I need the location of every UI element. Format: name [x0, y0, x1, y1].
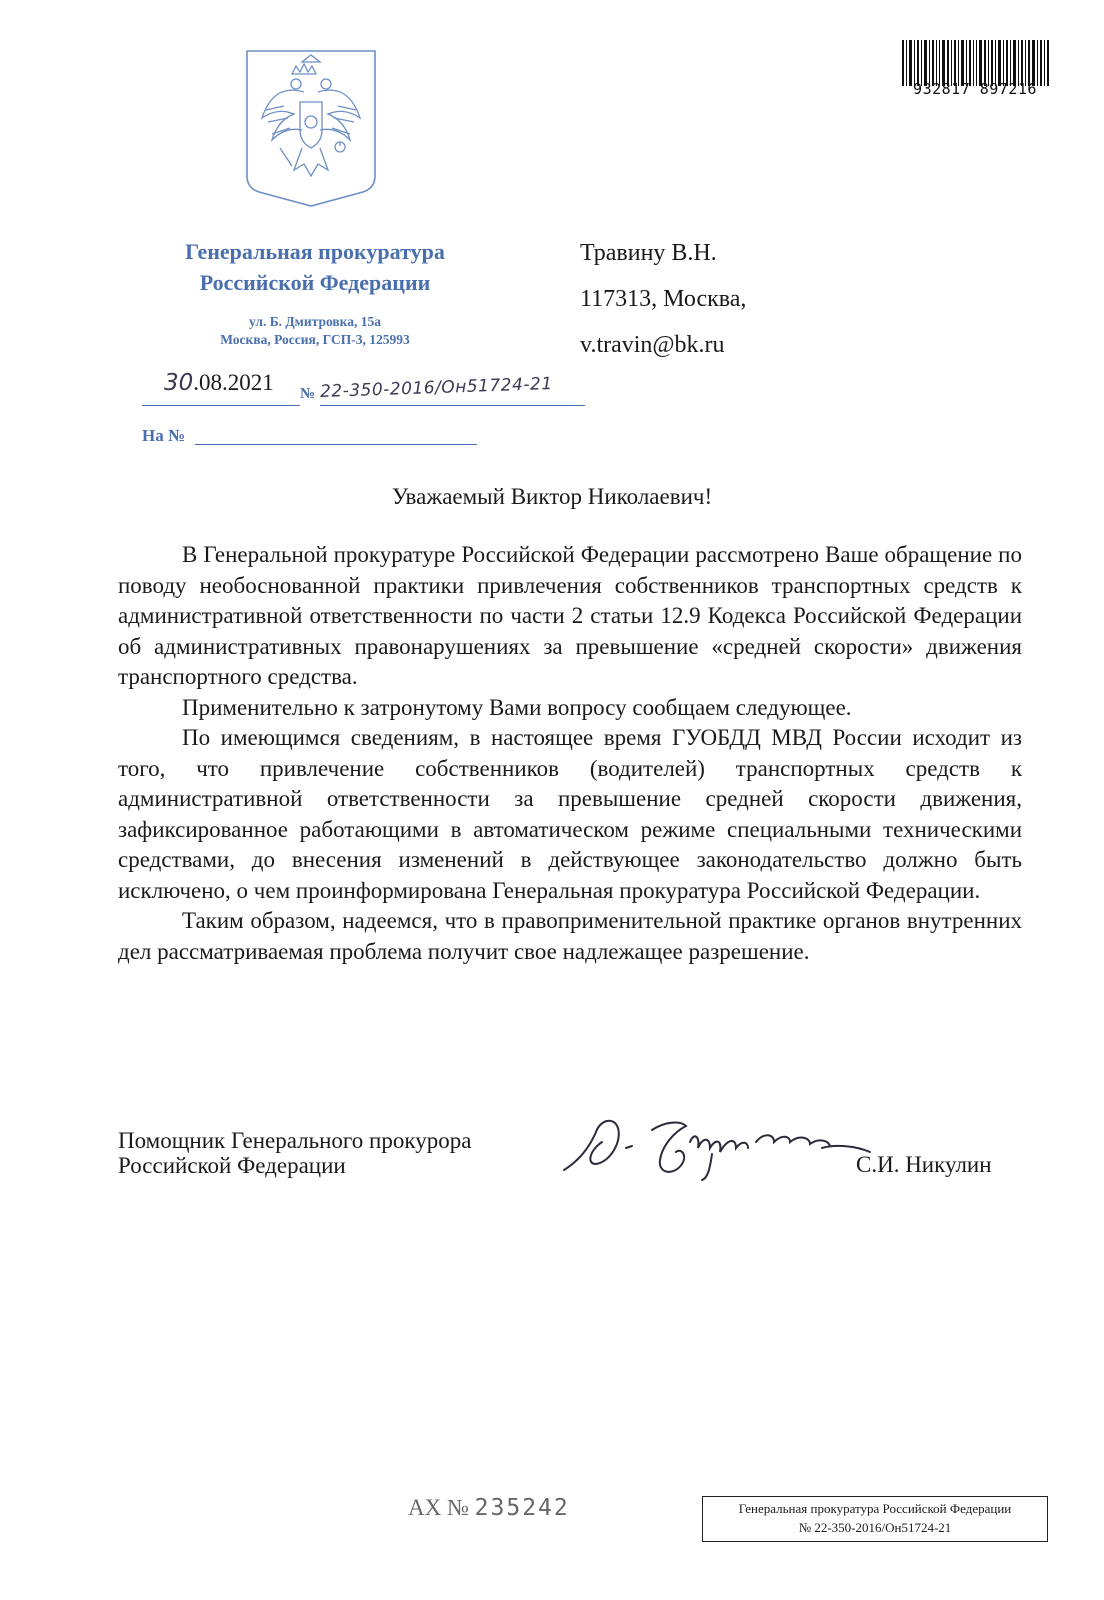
registration-number-underline: [320, 405, 585, 406]
registration-date-rest: .08.2021: [193, 370, 274, 395]
sender-address: [130, 313, 500, 349]
sender-addr-line1: ул. Б. Дмитровка, 15а: [248, 314, 381, 329]
recipient-name: Травину В.Н.: [580, 240, 717, 266]
letter-paragraph: По имеющимся сведениям, в настоящее время ГУОБДД МВД России исходит из того, что привлечение собственников (водителей) транспортных средств к административной ответственности за превышение средней скорости движения, зафиксированное работающими в автоматическом режиме специальными техническими средствами, до внесения изменений в действующее законодательство должно быть исключено, о чем проинформирована Генеральная прокуратура Российской Федерации.: [118, 725, 1022, 903]
stamp-line1: Генеральная прокуратура Российской Федерации: [738, 1501, 1012, 1516]
registration-number-label: №: [300, 386, 316, 402]
recipient-email: v.travin@bk.ru: [580, 332, 725, 358]
signer-title: [118, 1128, 471, 1178]
registration-date: [164, 370, 274, 396]
letter-paragraph: Применительно к затронутому Вами вопросу сообщаем следующее.: [182, 694, 852, 720]
signer-name: С.И. Никулин: [856, 1152, 992, 1177]
stamp-line2: № 22-350-2016/Он51724-21: [798, 1520, 952, 1535]
ax-serial: [408, 1495, 570, 1521]
state-emblem-icon: [244, 48, 378, 208]
recipient-block: [580, 230, 746, 368]
registration-stamp: [702, 1496, 1048, 1542]
registration-number: 22-350-2016/Он51724-21: [319, 373, 553, 403]
reply-to-label: На №: [142, 426, 186, 445]
sender-org-line1: Генеральная прокуратура: [185, 239, 445, 264]
recipient-city: 117313, Москва,: [580, 286, 747, 312]
letter-paragraph: В Генеральной прокуратуре Российской Федерации рассмотрено Ваше обращение по поводу необоснованной практики привлечения собственников транспортных средств к административной ответственности по части 2 статьи 12.9 Кодекса Российской Федерации об административных правонарушениях за превышение «средней скорости» движения транспортного средства.: [118, 542, 1022, 689]
handwritten-signature-icon: [560, 1102, 890, 1182]
registration-date-underline: [142, 405, 300, 406]
barcode-digits: 932817 897216: [913, 80, 1037, 98]
sender-organization: [130, 236, 500, 298]
signer-title-line2: Российской Федерации: [118, 1153, 346, 1178]
letter-paragraph: Таким образом, надеемся, что в правоприменительной практике органов внутренних дел рассматриваемая проблема получит свое надлежащее разрешение.: [118, 908, 1022, 964]
reply-to-underline: [195, 444, 477, 445]
signer-title-line1: Помощник Генерального прокурора: [118, 1128, 472, 1153]
letter-body: [118, 540, 1022, 967]
sender-org-line2: Российской Федерации: [199, 270, 431, 295]
ax-serial-number: 235242: [474, 1495, 570, 1521]
salutation: Уважаемый Виктор Николаевич!: [391, 484, 713, 509]
ax-serial-label: АХ №: [408, 1495, 469, 1520]
registration-date-day: 30: [164, 370, 194, 396]
sender-addr-line2: Москва, Россия, ГСП-3, 125993: [220, 332, 410, 347]
